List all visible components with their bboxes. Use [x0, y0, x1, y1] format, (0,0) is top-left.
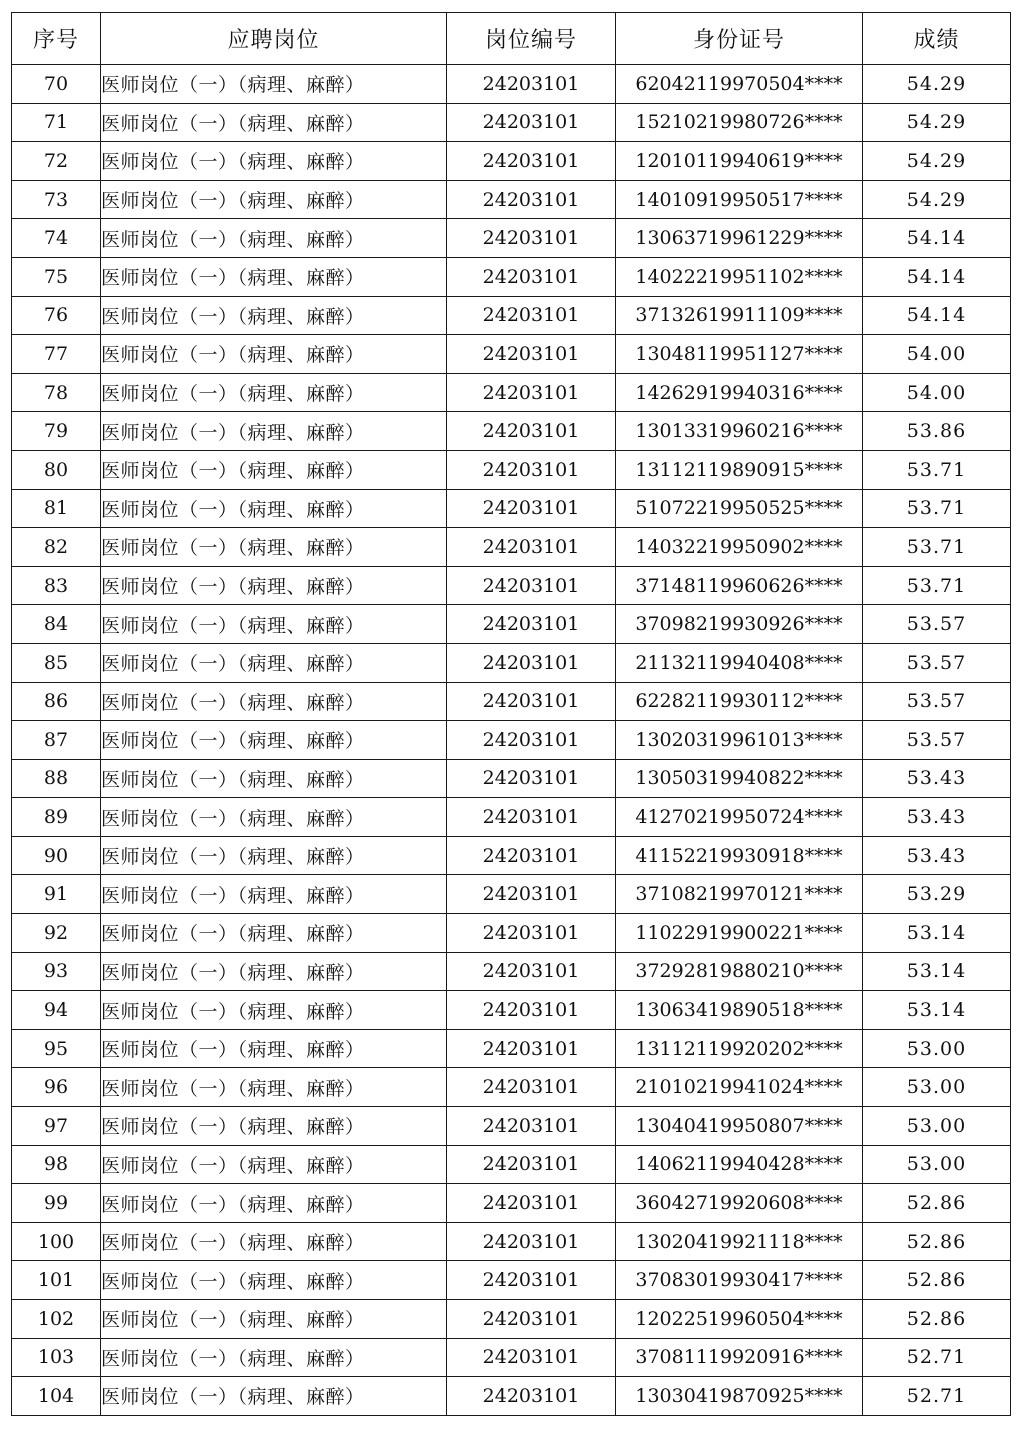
- table-row: [12, 103, 1011, 142]
- cell-id-number: 41152219930918****: [616, 836, 863, 875]
- table-row: [12, 798, 1011, 837]
- cell-code: 24203101: [447, 180, 616, 219]
- table-body: [12, 65, 1011, 1416]
- cell-score: 53.71: [863, 489, 1011, 528]
- cell-id-number: 21132119940408****: [616, 643, 863, 682]
- cell-post: 医师岗位（一）（病理、麻醉）: [101, 1300, 447, 1339]
- cell-score: 53.86: [863, 412, 1011, 451]
- cell-code: 24203101: [447, 1029, 616, 1068]
- cell-seq: 79: [12, 412, 101, 451]
- cell-code: 24203101: [447, 682, 616, 721]
- cell-id-number: 13112119920202****: [616, 1029, 863, 1068]
- cell-id-number: 12022519960504****: [616, 1300, 863, 1339]
- cell-score: 52.86: [863, 1261, 1011, 1300]
- cell-code: 24203101: [447, 296, 616, 335]
- cell-score: 53.57: [863, 721, 1011, 760]
- table-row: [12, 412, 1011, 451]
- cell-id-number: 62282119930112****: [616, 682, 863, 721]
- cell-seq: 94: [12, 991, 101, 1030]
- cell-seq: 96: [12, 1068, 101, 1107]
- cell-id-number: 21010219941024****: [616, 1068, 863, 1107]
- cell-seq: 78: [12, 373, 101, 412]
- cell-code: 24203101: [447, 219, 616, 258]
- cell-code: 24203101: [447, 1261, 616, 1300]
- cell-post: 医师岗位（一）（病理、麻醉）: [101, 1338, 447, 1377]
- cell-seq: 102: [12, 1300, 101, 1339]
- cell-id-number: 37083019930417****: [616, 1261, 863, 1300]
- cell-code: 24203101: [447, 1377, 616, 1416]
- cell-seq: 90: [12, 836, 101, 875]
- cell-post: 医师岗位（一）（病理、麻醉）: [101, 1145, 447, 1184]
- cell-post: 医师岗位（一）（病理、麻醉）: [101, 1068, 447, 1107]
- table-row: [12, 1377, 1011, 1416]
- table-row: [12, 1068, 1011, 1107]
- cell-score: 53.43: [863, 798, 1011, 837]
- cell-code: 24203101: [447, 605, 616, 644]
- cell-post: 医师岗位（一）（病理、麻醉）: [101, 103, 447, 142]
- cell-seq: 84: [12, 605, 101, 644]
- cell-post: 医师岗位（一）（病理、麻醉）: [101, 373, 447, 412]
- cell-seq: 80: [12, 450, 101, 489]
- cell-score: 54.29: [863, 103, 1011, 142]
- cell-seq: 82: [12, 528, 101, 567]
- cell-seq: 75: [12, 257, 101, 296]
- cell-seq: 103: [12, 1338, 101, 1377]
- cell-code: 24203101: [447, 1145, 616, 1184]
- table-row: [12, 489, 1011, 528]
- cell-seq: 99: [12, 1184, 101, 1223]
- table-row: [12, 1261, 1011, 1300]
- cell-id-number: 11022919900221****: [616, 914, 863, 953]
- cell-id-number: 13048119951127****: [616, 335, 863, 374]
- cell-score: 53.43: [863, 759, 1011, 798]
- cell-post: 医师岗位（一）（病理、麻醉）: [101, 1029, 447, 1068]
- header-code: 岗位编号: [447, 13, 616, 65]
- cell-post: 医师岗位（一）（病理、麻醉）: [101, 450, 447, 489]
- cell-code: 24203101: [447, 566, 616, 605]
- cell-post: 医师岗位（一）（病理、麻醉）: [101, 1222, 447, 1261]
- cell-code: 24203101: [447, 1107, 616, 1146]
- table-row: [12, 296, 1011, 335]
- cell-code: 24203101: [447, 257, 616, 296]
- cell-seq: 104: [12, 1377, 101, 1416]
- cell-seq: 72: [12, 142, 101, 181]
- cell-seq: 97: [12, 1107, 101, 1146]
- cell-score: 52.86: [863, 1222, 1011, 1261]
- table-row: [12, 1029, 1011, 1068]
- cell-id-number: 14062119940428****: [616, 1145, 863, 1184]
- cell-seq: 92: [12, 914, 101, 953]
- cell-score: 54.14: [863, 296, 1011, 335]
- cell-id-number: 41270219950724****: [616, 798, 863, 837]
- table-row: [12, 914, 1011, 953]
- cell-post: 医师岗位（一）（病理、麻醉）: [101, 412, 447, 451]
- table-row: [12, 875, 1011, 914]
- cell-id-number: 14262919940316****: [616, 373, 863, 412]
- cell-code: 24203101: [447, 335, 616, 374]
- cell-seq: 101: [12, 1261, 101, 1300]
- table-row: [12, 991, 1011, 1030]
- table-row: [12, 1184, 1011, 1223]
- cell-score: 53.43: [863, 836, 1011, 875]
- table-row: [12, 219, 1011, 258]
- cell-id-number: 13020419921118****: [616, 1222, 863, 1261]
- cell-code: 24203101: [447, 991, 616, 1030]
- table-row: [12, 257, 1011, 296]
- cell-seq: 70: [12, 65, 101, 104]
- cell-id-number: 37081119920916****: [616, 1338, 863, 1377]
- cell-score: 53.71: [863, 528, 1011, 567]
- table-row: [12, 335, 1011, 374]
- cell-code: 24203101: [447, 1184, 616, 1223]
- cell-seq: 83: [12, 566, 101, 605]
- cell-post: 医师岗位（一）（病理、麻醉）: [101, 1184, 447, 1223]
- cell-score: 54.29: [863, 65, 1011, 104]
- cell-seq: 87: [12, 721, 101, 760]
- cell-code: 24203101: [447, 875, 616, 914]
- cell-seq: 98: [12, 1145, 101, 1184]
- header-post: 应聘岗位: [101, 13, 447, 65]
- cell-code: 24203101: [447, 1300, 616, 1339]
- header-id: 身份证号: [616, 13, 863, 65]
- cell-id-number: 37108219970121****: [616, 875, 863, 914]
- cell-code: 24203101: [447, 836, 616, 875]
- cell-score: 52.71: [863, 1377, 1011, 1416]
- cell-post: 医师岗位（一）（病理、麻醉）: [101, 605, 447, 644]
- cell-id-number: 14022219951102****: [616, 257, 863, 296]
- cell-id-number: 62042119970504****: [616, 65, 863, 104]
- cell-post: 医师岗位（一）（病理、麻醉）: [101, 528, 447, 567]
- cell-post: 医师岗位（一）（病理、麻醉）: [101, 257, 447, 296]
- table-header: [12, 13, 1011, 65]
- cell-id-number: 15210219980726****: [616, 103, 863, 142]
- cell-post: 医师岗位（一）（病理、麻醉）: [101, 952, 447, 991]
- cell-score: 53.00: [863, 1145, 1011, 1184]
- table-row: [12, 142, 1011, 181]
- cell-seq: 85: [12, 643, 101, 682]
- cell-post: 医师岗位（一）（病理、麻醉）: [101, 566, 447, 605]
- cell-score: 53.57: [863, 643, 1011, 682]
- cell-code: 24203101: [447, 721, 616, 760]
- table-row: [12, 566, 1011, 605]
- cell-score: 53.57: [863, 605, 1011, 644]
- cell-id-number: 14010919950517****: [616, 180, 863, 219]
- cell-code: 24203101: [447, 489, 616, 528]
- cell-seq: 74: [12, 219, 101, 258]
- cell-seq: 93: [12, 952, 101, 991]
- table-row: [12, 1338, 1011, 1377]
- cell-post: 医师岗位（一）（病理、麻醉）: [101, 65, 447, 104]
- cell-post: 医师岗位（一）（病理、麻醉）: [101, 682, 447, 721]
- cell-post: 医师岗位（一）（病理、麻醉）: [101, 1261, 447, 1300]
- table-row: [12, 1145, 1011, 1184]
- cell-score: 52.86: [863, 1184, 1011, 1223]
- cell-score: 54.29: [863, 142, 1011, 181]
- cell-post: 医师岗位（一）（病理、麻醉）: [101, 180, 447, 219]
- cell-post: 医师岗位（一）（病理、麻醉）: [101, 721, 447, 760]
- cell-post: 医师岗位（一）（病理、麻醉）: [101, 798, 447, 837]
- cell-score: 53.71: [863, 450, 1011, 489]
- table-row: [12, 1300, 1011, 1339]
- cell-code: 24203101: [447, 798, 616, 837]
- table-row: [12, 759, 1011, 798]
- cell-post: 医师岗位（一）（病理、麻醉）: [101, 142, 447, 181]
- header-score: 成绩: [863, 13, 1011, 65]
- cell-seq: 81: [12, 489, 101, 528]
- cell-post: 医师岗位（一）（病理、麻醉）: [101, 991, 447, 1030]
- cell-post: 医师岗位（一）（病理、麻醉）: [101, 836, 447, 875]
- cell-code: 24203101: [447, 103, 616, 142]
- cell-post: 医师岗位（一）（病理、麻醉）: [101, 296, 447, 335]
- cell-id-number: 13040419950807****: [616, 1107, 863, 1146]
- cell-score: 53.57: [863, 682, 1011, 721]
- cell-code: 24203101: [447, 412, 616, 451]
- cell-code: 24203101: [447, 373, 616, 412]
- header-seq: 序号: [12, 13, 101, 65]
- cell-code: 24203101: [447, 1068, 616, 1107]
- cell-post: 医师岗位（一）（病理、麻醉）: [101, 335, 447, 374]
- cell-id-number: 13030419870925****: [616, 1377, 863, 1416]
- cell-seq: 76: [12, 296, 101, 335]
- table-row: [12, 643, 1011, 682]
- cell-score: 54.00: [863, 373, 1011, 412]
- cell-score: 53.71: [863, 566, 1011, 605]
- cell-id-number: 13013319960216****: [616, 412, 863, 451]
- cell-code: 24203101: [447, 1222, 616, 1261]
- cell-seq: 77: [12, 335, 101, 374]
- cell-score: 53.00: [863, 1107, 1011, 1146]
- table-row: [12, 528, 1011, 567]
- cell-post: 医师岗位（一）（病理、麻醉）: [101, 759, 447, 798]
- cell-code: 24203101: [447, 142, 616, 181]
- table-row: [12, 952, 1011, 991]
- table-row: [12, 65, 1011, 104]
- table-row: [12, 682, 1011, 721]
- cell-score: 52.71: [863, 1338, 1011, 1377]
- cell-seq: 89: [12, 798, 101, 837]
- cell-post: 医师岗位（一）（病理、麻醉）: [101, 1377, 447, 1416]
- cell-id-number: 36042719920608****: [616, 1184, 863, 1223]
- cell-seq: 88: [12, 759, 101, 798]
- cell-score: 54.14: [863, 219, 1011, 258]
- table-row: [12, 721, 1011, 760]
- cell-seq: 95: [12, 1029, 101, 1068]
- cell-id-number: 37098219930926****: [616, 605, 863, 644]
- cell-id-number: 37148119960626****: [616, 566, 863, 605]
- cell-id-number: 51072219950525****: [616, 489, 863, 528]
- cell-code: 24203101: [447, 952, 616, 991]
- header-row: [12, 13, 1011, 65]
- cell-score: 53.14: [863, 991, 1011, 1030]
- cell-post: 医师岗位（一）（病理、麻醉）: [101, 875, 447, 914]
- cell-seq: 71: [12, 103, 101, 142]
- cell-id-number: 37132619911109****: [616, 296, 863, 335]
- cell-seq: 91: [12, 875, 101, 914]
- cell-post: 医师岗位（一）（病理、麻醉）: [101, 219, 447, 258]
- cell-score: 53.00: [863, 1029, 1011, 1068]
- cell-id-number: 12010119940619****: [616, 142, 863, 181]
- cell-post: 医师岗位（一）（病理、麻醉）: [101, 1107, 447, 1146]
- cell-score: 53.14: [863, 952, 1011, 991]
- cell-id-number: 13063419890518****: [616, 991, 863, 1030]
- cell-code: 24203101: [447, 643, 616, 682]
- cell-score: 53.29: [863, 875, 1011, 914]
- cell-id-number: 13063719961229****: [616, 219, 863, 258]
- table-row: [12, 450, 1011, 489]
- cell-id-number: 13112119890915****: [616, 450, 863, 489]
- table-row: [12, 180, 1011, 219]
- cell-code: 24203101: [447, 528, 616, 567]
- cell-seq: 73: [12, 180, 101, 219]
- cell-code: 24203101: [447, 450, 616, 489]
- cell-post: 医师岗位（一）（病理、麻醉）: [101, 489, 447, 528]
- table-row: [12, 836, 1011, 875]
- table-row: [12, 605, 1011, 644]
- cell-seq: 100: [12, 1222, 101, 1261]
- cell-code: 24203101: [447, 1338, 616, 1377]
- cell-id-number: 37292819880210****: [616, 952, 863, 991]
- cell-id-number: 13050319940822****: [616, 759, 863, 798]
- cell-score: 52.86: [863, 1300, 1011, 1339]
- cell-id-number: 14032219950902****: [616, 528, 863, 567]
- cell-id-number: 13020319961013****: [616, 721, 863, 760]
- table-row: [12, 1222, 1011, 1261]
- cell-score: 53.14: [863, 914, 1011, 953]
- table-row: [12, 373, 1011, 412]
- cell-code: 24203101: [447, 914, 616, 953]
- cell-code: 24203101: [447, 759, 616, 798]
- cell-post: 医师岗位（一）（病理、麻醉）: [101, 643, 447, 682]
- cell-post: 医师岗位（一）（病理、麻醉）: [101, 914, 447, 953]
- cell-score: 54.14: [863, 257, 1011, 296]
- cell-score: 54.29: [863, 180, 1011, 219]
- cell-code: 24203101: [447, 65, 616, 104]
- table-row: [12, 1107, 1011, 1146]
- results-table: [11, 12, 1011, 1416]
- cell-seq: 86: [12, 682, 101, 721]
- cell-score: 54.00: [863, 335, 1011, 374]
- cell-score: 53.00: [863, 1068, 1011, 1107]
